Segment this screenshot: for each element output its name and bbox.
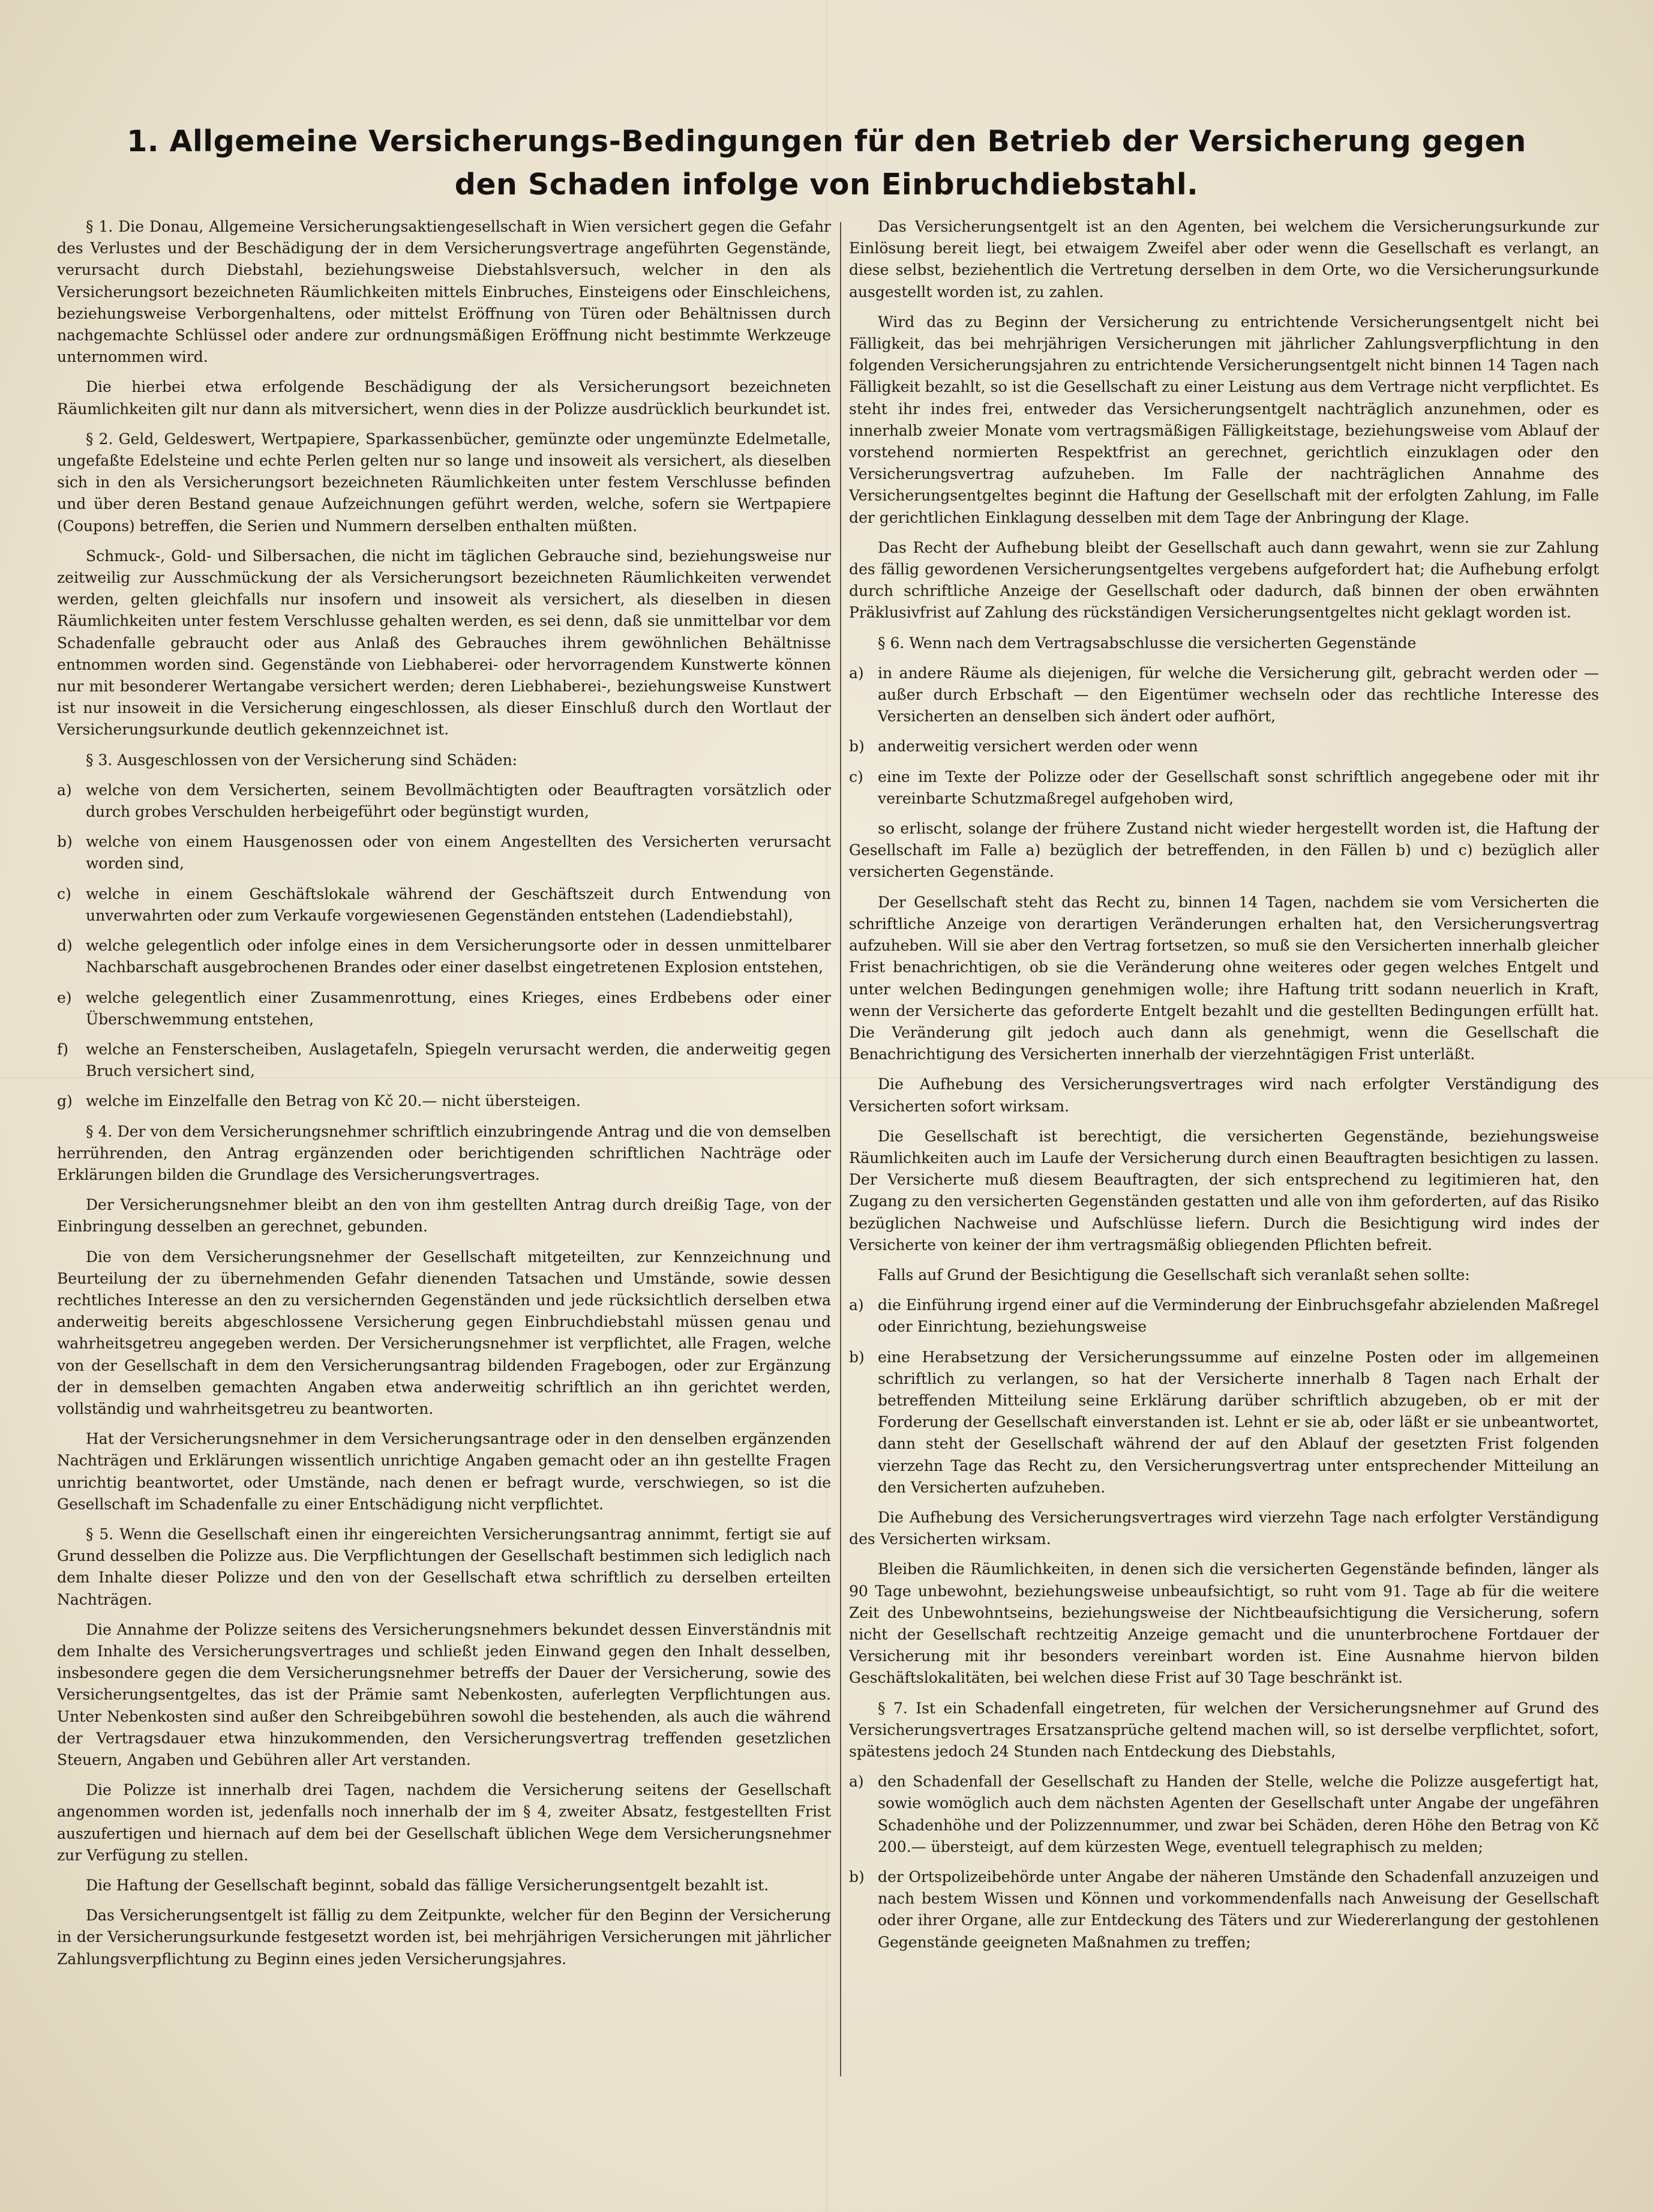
paragraph: Die Annahme der Polizze seitens des Versicherungsnehmers bekundet dessen Einverständnis mit dem Inhalte des Versicherungsvertrages und schließt jeden Einwand gegen den Inhalt desselben, insbesondere gegen die dem Versicherungsnehmer betreffs der Dauer der Versicherung, sowie des Versicherungsentgeltes, das ist der Prämie samt Nebenkosten, auferlegten Verpflichtungen aus. Unter Nebenkosten sind außer den Schreibgebühren sowohl die bestehenden, als auch die während der Vertragsdauer etwa hinzukommenden, den Versicherungsvertrag treffenden gesetzlichen Steuern, Angaben und Gebühren aller Art verstanden. [57, 1620, 831, 1769]
list-marker: b) [849, 1868, 865, 1886]
list-marker: g) [57, 1092, 73, 1110]
list-marker: c) [57, 885, 71, 903]
list-marker: b) [57, 833, 73, 851]
list-item-text: eine Herabsetzung der Versicherungssumme auf einzelne Posten oder im allgemeinen schriftlich zu verlangen, so hat der Versicherte innerhalb 8 Tagen nach Erhalt der betreffenden Mitteilung seine Erklärung darüber schriftlich abzugeben, ob er mit der Forderung der Gesellschaft einverstanden ist. Lehnt er sie ab, oder läßt er sie unbeantwortet, dann steht der Gesellschaft während der auf den Ablauf der gesetzten Frist folgenden vierzehn Tage das Recht zu, den Versicherungsvertrag unter entsprechender Mitteilung an den Versicherten aufzuheben. [878, 1348, 1599, 1496]
list-marker: b) [849, 738, 865, 756]
paragraph: Wird das zu Beginn der Versicherung zu entrichtende Versicherungsentgelt nicht bei Fälligkeit, das bei mehrjährigen Versicherungen mit jährlicher Zahlungsverpflichtung in den folgenden Versicherungsjahren zu entrichtende Versicherungsentgelt nicht binnen 14 Tagen nach Fälligkeit bezahlt, so ist die Gesellschaft zu einer Leistung aus dem Vertrage nicht verpflichtet. Es steht ihr indes frei, entweder das Versicherungsentgelt nachträglich anzunehmen, oder es innerhalb zweier Monate vom vertragsmäßigen Fälligkeitstage, beziehungsweise vom Ablauf der vorstehend normierten Respektfrist an gerechnet, gerichtlich einzuklagen oder den Versicherungsvertrag aufzuheben. Im Falle der nachträglichen Annahme des Versicherungsentgeltes beginnt die Haftung der Gesellschaft mit der erfolgten Zahlung, im Falle der gerichtlichen Einklagung desselben mit dem Tage der Anbringung der Klage. [849, 313, 1599, 526]
paragraph: Die hierbei etwa erfolgende Beschädigung der als Versicherungsort bezeichneten Räumlichkeiten gilt nur dann als mitversichert, wenn dies in der Polizze ausdrücklich beurkundet ist. [57, 378, 831, 418]
paragraph: § 5. Wenn die Gesellschaft einen ihr eingereichten Versicherungsantrag annimmt, fertigt sie auf Grund desselben die Polizze aus. Die Verpflichtungen der Gesellschaft bestimmen sich lediglich nach dem Inhalte dieser Polizze und den von der Gesellschaft etwa schriftlich zu derselben erteilten Nachträgen. [57, 1525, 831, 1608]
paragraph: § 6. Wenn nach dem Vertragsabschlusse die versicherten Gegenstände [878, 634, 1417, 652]
list-item [849, 766, 1599, 810]
list-item [57, 987, 831, 1030]
paragraph: § 2. Geld, Geldeswert, Wertpapiere, Sparkassenbücher, gemünzte oder ungemünzte Edelmetalle, ungefaßte Edelsteine und echte Perlen gelten nur so lange und insoweit als versichert, als dieselben sich in den als Versicherungsort bezeichneten Räumlichkeiten unter festem Verschlusse befinden und über deren Bestand genaue Aufzeichnungen geführt werden, welche, sofern sie Wertpapiere (Coupons) betreffen, die Serien und Nummern derselben enthalten müßten. [57, 430, 831, 535]
paragraph: Falls auf Grund der Besichtigung die Gesellschaft sich veranlaßt sehen sollte: [878, 1266, 1470, 1284]
column-divider [840, 222, 841, 2076]
document-title [90, 120, 1563, 206]
paragraph: Die Aufhebung des Versicherungsvertrages wird nach erfolgter Verständigung des Versicherten sofort wirksam. [849, 1075, 1599, 1115]
paragraph: Hat der Versicherungsnehmer in dem Versicherungsantrage oder in den denselben ergänzenden Nachträgen und Erklärungen wissentlich unrichtige Angaben gemacht oder an ihn gestellte Fragen unrichtig beantwortet, oder Umstände, nach denen er befragt wurde, verschwiegen, so ist die Gesellschaft im Schadenfalle zu einer Entschädigung nicht verpflichtet. [57, 1430, 831, 1513]
list-item [57, 1090, 831, 1112]
list-item-text: der Ortspolizeibehörde unter Angabe der näheren Umstände den Schadenfall anzuzeigen und nach bestem Wissen und Können und vorkommendenfalls nach Anweisung der Gesellschaft oder ihrer Organe, alle zur Entdeckung des Täters und zur Wiedererlangung der gestohlenen Gegenstände geeigneten Maßnahmen zu treffen; [878, 1868, 1599, 1951]
paragraph: Der Gesellschaft steht das Recht zu, binnen 14 Tagen, nachdem sie vom Versicherten die schriftliche Anzeige von derartigen Veränderungen erhalten hat, den Versicherungsvertrag aufzuheben. Will sie aber den Vertrag fortsetzen, so muß sie den Versicherten innerhalb gleicher Frist benachrichtigen, ob sie die Veränderung ohne weiteres oder gegen welches Entgelt und unter welchen Bedingungen genehmigen wolle; ihre Haftung tritt sodann neuerlich in Kraft, wenn der Versicherte das geforderte Entgelt bezahlt und die gestellten Bedingungen erfüllt hat. Die Veränderung gilt jedoch auch dann als genehmigt, wenn die Gesellschaft die Benachrichtigung des Versicherten innerhalb der vierzehntägigen Frist unterläßt. [849, 893, 1599, 1063]
paragraph: § 3. Ausgeschlossen von der Versicherung sind Schäden: [86, 751, 518, 769]
list-marker: d) [57, 937, 73, 955]
paragraph: Schmuck-, Gold- und Silbersachen, die nicht im täglichen Gebrauche sind, beziehungsweise nur zeitweilig zur Ausschmückung der als Versicherungsort bezeichneten Räumlichkeiten verwendet werden, gelten gleichfalls nur insofern und insoweit als versichert, als dieselben in diesen Räumlichkeiten unter festem Verschlusse gehalten werden, es sei denn, daß sie unmittelbar vor dem Schadenfalle gebraucht oder aus Anlaß des Gebrauches ihrem gewöhnlichen Behältnisse entnommen worden sind. Gegenstände von Liebhaberei- oder hervorragendem Kunstwerte können nur mit besonderer Wertangabe versichert werden; deren Liebhaberei-, beziehungsweise Kunstwert ist nur insoweit in die Versicherung eingeschlossen, als dieser Einschluß durch den Wortlaut der Versicherungsurkunde deutlich gekennzeichnet ist. [57, 547, 831, 739]
list-marker: a) [849, 1773, 864, 1791]
paragraph: Die von dem Versicherungsnehmer der Gesellschaft mitgeteilten, zur Kennzeichnung und Beurteilung der zu übernehmenden Gefahr dienenden Tatsachen und Umstände, sowie dessen rechtliches Interesse an den zu versichernden Gegenständen und jede rücksichtlich derselben etwa anderweitig bereits abgeschlossene Versicherung gegen Einbruchdiebstahl müssen genau und wahrheitsgetreu angegeben werden. Der Versicherungsnehmer ist verpflichtet, alle Fragen, welche von der Gesellschaft in dem den Versicherungsantrag bildenden Fragebogen, oder zur Ergänzung der in demselben gemachten Angaben etwa anderweitig schriftlich an ihn gerichtet werden, vollständig und wahrheitsgetreu zu beantworten. [57, 1248, 831, 1417]
list-marker: a) [57, 781, 72, 799]
list-item [849, 1347, 1599, 1498]
right-column [849, 216, 1599, 2172]
list-item [849, 1294, 1599, 1338]
list-item-text: in andere Räume als diejenigen, für welche die Versicherung gilt, gebracht werden oder — außer durch Erbschaft — den Eigentümer wechseln oder das rechtliche Interesse des Versicherten an denselben sich ändert oder aufhört, [878, 664, 1599, 726]
paragraph: Die Gesellschaft ist berechtigt, die versicherten Gegenstände, beziehungsweise Räumlichkeiten auch im Laufe der Versicherung durch einen Beauftragten besichtigen zu lassen. Der Versicherte muß diesem Beauftragten, der sich entsprechend zu legitimieren hat, den Zugang zu den versicherten Gegenständen gestatten und alle von ihm geforderten, auf das Risiko bezüglichen Nachweise und Aufschlüsse liefern. Durch die Besichtigung wird indes der Versicherte von keiner der ihm vertragsmäßig obliegenden Pflichten befreit. [849, 1127, 1599, 1254]
list-item [849, 1771, 1599, 1858]
list-item-text: welche im Einzelfalle den Betrag von Kč 20.— nicht übersteigen. [86, 1092, 581, 1110]
paragraph: Die Polizze ist innerhalb drei Tagen, nachdem die Versicherung seitens der Gesellschaft angenommen worden ist, jedenfalls noch innerhalb der im § 4, zweiter Absatz, festgestellten Frist auszufertigen und hiernach auf dem bei der Gesellschaft üblichen Wege dem Versicherungsnehmer zur Verfügung zu stellen. [57, 1781, 831, 1864]
list-item-text: die Einführung irgend einer auf die Verminderung der Einbruchsgefahr abzielenden Maßregel oder Einrichtung, beziehungsweise [878, 1296, 1599, 1336]
paragraph: § 7. Ist ein Schadenfall eingetreten, für welchen der Versicherungsnehmer auf Grund des Versicherungsvertrages Ersatzansprüche geltend machen will, so ist derselbe verpflichtet, sofort, spätestens jedoch 24 Stunden nach Entdeckung des Diebstahls, [849, 1699, 1599, 1760]
list-marker: a) [849, 1296, 864, 1314]
paragraph: Der Versicherungsnehmer bleibt an den von ihm gestellten Antrag durch dreißig Tage, von der Einbringung desselben an gerechnet, gebunden. [57, 1196, 831, 1236]
list-item [57, 883, 831, 927]
list-item [849, 1866, 1599, 1953]
paragraph: Das Recht der Aufhebung bleibt der Gesellschaft auch dann gewahrt, wenn sie zur Zahlung des fällig gewordenen Versicherungsentgeltes vergebens aufgefordert hat; die Aufhebung erfolgt durch schriftliche Anzeige der Gesellschaft oder dadurch, daß binnen der oben erwähnten Präklusivfrist auf Zahlung des rückständigen Versicherungsentgeltes nicht geklagt worden ist. [849, 538, 1599, 622]
left-column [57, 216, 831, 2172]
list-marker: e) [57, 988, 72, 1006]
paragraph: Bleiben die Räumlichkeiten, in denen sich die versicherten Gegenstände befinden, länger als 90 Tage unbewohnt, beziehungsweise unbeaufsichtigt, so ruht vom 91. Tage ab für die weitere Zeit des Unbewohntseins, beziehungsweise der Nichtbeaufsichtigung die Versicherung, sofern nicht der Gesellschaft rechtzeitig Anzeige gemacht und die ununterbrochene Fortdauer der Versicherung mit ihr besonders vereinbart worden ist. Eine Ausnahme hiervon bilden Geschäftslokalitäten, bei welchen diese Frist auf 30 Tage beschränkt ist. [849, 1560, 1599, 1687]
list-marker: b) [849, 1348, 865, 1366]
list-item [57, 831, 831, 874]
list-item [57, 1039, 831, 1082]
paragraph: Die Aufhebung des Versicherungsvertrages wird vierzehn Tage nach erfolgter Verständigung des Versicherten wirksam. [849, 1508, 1599, 1548]
paragraph: Die Haftung der Gesellschaft beginnt, sobald das fällige Versicherungsentgelt bezahlt ist. [86, 1877, 769, 1895]
list-item-text: welche von dem Versicherten, seinem Bevollmächtigten oder Beauftragten vorsätzlich oder durch grobes Verschulden herbeigeführt oder begünstigt wurden, [86, 781, 831, 821]
list-marker: a) [849, 664, 864, 682]
list-marker: c) [849, 768, 863, 786]
paragraph: so erlischt, solange der frühere Zustand nicht wieder hergestellt worden ist, die Haftung der Gesellschaft im Falle a) bezüglich der betreffenden, in den Fällen b) und c) bezüglich aller versicherten Gegenstände. [849, 820, 1599, 881]
list-item-text: welche gelegentlich einer Zusammenrottung, eines Krieges, eines Erdbebens oder einer Überschwemmung entstehen, [86, 988, 831, 1028]
paragraph: Das Versicherungsentgelt ist an den Agenten, bei welchem die Versicherungsurkunde zur Einlösung bereit liegt, bei etwaigem Zweifel aber oder wenn die Gesellschaft es verlangt, an diese selbst, beziehentlich die Vertretung derselben in dem Orte, wo die Versicherungsurkunde ausgestellt worden ist, zu zahlen. [849, 218, 1599, 301]
paragraph: § 4. Der von dem Versicherungsnehmer schriftlich einzubringende Antrag und die von demselben herrührenden, den Antrag ergänzenden oder berichtigenden schriftlichen Nachträge oder Erklärungen bilden die Grundlage des Versicherungsvertrages. [57, 1122, 831, 1183]
paragraph: Das Versicherungsentgelt ist fällig zu dem Zeitpunkte, welcher für den Beginn der Versicherung in der Versicherungsurkunde festgesetzt worden ist, bei mehrjährigen Versicherungen mit jährlicher Zahlungsverpflichtung zu Beginn eines jeden Versicherungsjahres. [57, 1907, 831, 1968]
list-marker: f) [57, 1040, 69, 1058]
list-item-text: welche gelegentlich oder infolge eines in dem Versicherungsorte oder in dessen unmittelbarer Nachbarschaft ausgebrochenen Brandes oder einer daselbst eingetretenen Explosion entstehen, [86, 937, 831, 976]
list-item-text: eine im Texte der Polizze oder der Gesellschaft sonst schriftlich angegebene oder mit ihr vereinbarte Schutzmaßregel aufgehoben wird, [878, 768, 1599, 807]
list-item [57, 935, 831, 978]
list-item [849, 736, 1599, 757]
title-line-1: 1. Allgemeine Versicherungs-Bedingungen für den Betrieb der Versicherung gegen [127, 124, 1526, 158]
paragraph: § 1. Die Donau, Allgemeine Versicherungsaktiengesellschaft in Wien versichert gegen die Gefahr des Verlustes und der Beschädigung der in dem Versicherungsvertrage angeführten Gegenstände, verursacht durch Diebstahl, beziehungsweise Diebstahlsversuch, welcher in den als Versicherungsort bezeichneten Räumlichkeiten mittels Einbruches, Einsteigens oder Einschleichens, beziehungsweise Verborgenhaltens, oder mittelst Eröffnung von Türen oder Behältnissen durch nachgemachte Schlüssel oder andere zur ordnungsmäßigen Eröffnung nicht bestimmte Werkzeuge unternommen wird. [57, 218, 831, 366]
list-item [57, 780, 831, 823]
list-item-text: den Schadenfall der Gesellschaft zu Handen der Stelle, welche die Polizze ausgefertigt hat, sowie womöglich auch dem nächsten Agenten der Gesellschaft unter Angabe der ungefähren Schadenhöhe und der Polizzennummer, und zwar bei Schäden, deren Höhe den Betrag von Kč 200.— übersteigt, auf dem kürzesten Wege, eventuell telegraphisch zu melden; [878, 1773, 1599, 1856]
list-item [849, 663, 1599, 728]
list-item-text: welche in einem Geschäftslokale während der Geschäftszeit durch Entwendung von unverwahrten oder zum Verkaufe vorgewiesenen Gegenständen entstehen (Ladendiebstahl), [86, 885, 831, 924]
list-item-text: welche von einem Hausgenossen oder von einem Angestellten des Versicherten verursacht worden sind, [86, 833, 831, 873]
list-item-text: welche an Fensterscheiben, Auslagetafeln, Spiegeln verursacht werden, die anderweitig gegen Bruch versichert sind, [86, 1040, 831, 1080]
title-line-2: den Schaden infolge von Einbruchdiebstahl. [454, 167, 1199, 202]
list-item-text: anderweitig versichert werden oder wenn [878, 738, 1198, 756]
